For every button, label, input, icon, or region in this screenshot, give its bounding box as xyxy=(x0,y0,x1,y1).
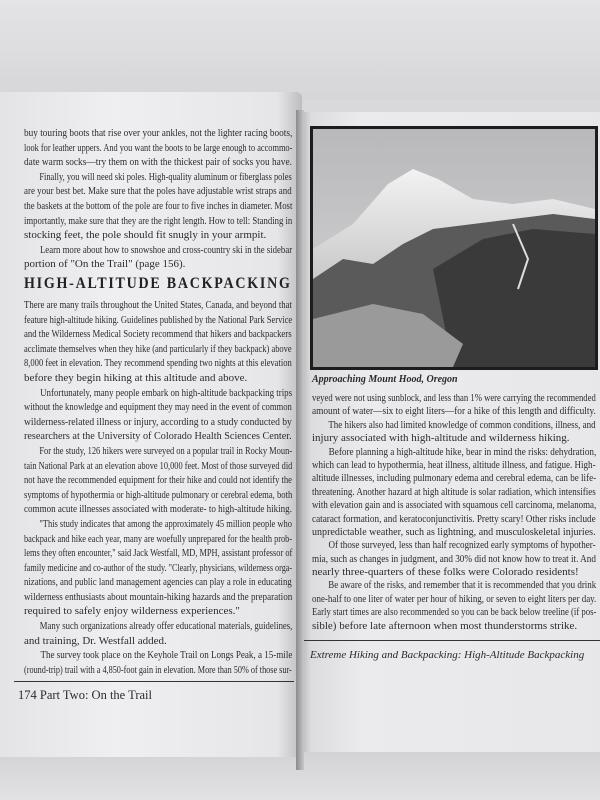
text-line: wilderness-related illness or injury, according to a study conducted by xyxy=(24,415,292,428)
text-line: 8,000 feet in elevation. They recommend spending two nights at this elevation xyxy=(24,357,292,370)
text-line: backpack and hike each year, many are woefully unprepared for the health prob- xyxy=(24,532,293,545)
text-line: researchers at the University of Colorado Health Sciences Center. xyxy=(24,430,292,443)
text-line: altitude illnesses, including pulmonary edema and cerebral edema, can be life- xyxy=(312,472,597,485)
text-line: threatening. Another hazard at high altitude is solar radiation, which intensifies xyxy=(312,485,596,498)
text-line: feature high-altitude hiking. Guidelines published by the National Park Service xyxy=(24,313,293,326)
photo-caption: Approaching Mount Hood, Oregon xyxy=(312,374,458,385)
text-line: The hikers also had limited knowledge of common conditions, illness, and xyxy=(328,418,596,431)
footer-rule-right xyxy=(304,640,600,641)
text-line: common acute illnesses associated with moderate- to high-altitude hiking. xyxy=(24,503,292,516)
text-line: with elevation gain and is associated with squamous cell carcinoma, melanoma, xyxy=(312,499,597,512)
right-body-text xyxy=(312,392,596,633)
text-line: The survey took place on the Keyhole Trail on Longs Peak, a 15-mile xyxy=(40,649,293,662)
text-line: portion of "On the Trail" (page 156). xyxy=(24,258,186,271)
text-line: Be aware of the risks, and remember that it is recommended that you drink xyxy=(328,579,597,592)
text-line: Early start times are also recommended so you can be back below treeline (if pos- xyxy=(312,606,597,619)
text-line: wilderness enthusiasts about mountain-hiking hazards and the preparation xyxy=(24,590,293,603)
text-line: nizations, and public land management agencies can play a role in educating xyxy=(24,576,292,589)
text-line: buy touring boots that rise over your ankles, not the lighter racing boots, xyxy=(24,127,293,139)
mount-hood-image xyxy=(313,129,595,367)
page-folio: 174 Part Two: On the Trail xyxy=(18,688,152,702)
text-line: nearly three-quarters of these folks were Colorado residents! xyxy=(312,566,579,579)
text-line: "This study indicates that among the approximately 45 million people who xyxy=(39,517,292,530)
text-line: without the knowledge and equipment they may need in the event of common xyxy=(24,401,292,414)
text-line: required to safely enjoy wilderness experiences." xyxy=(24,605,240,618)
text-line: stocking feet, the pole should fit snugly in your armpit. xyxy=(24,229,267,242)
mountain-photo xyxy=(310,126,598,370)
text-line: lems they often encounter," said Jack Westfall, MD, MPH, assistant professor of xyxy=(24,547,293,560)
text-line: importantly, make sure that they are the right length. How to tell: Standing in xyxy=(24,214,293,227)
text-line: mia, such as changes in judgment, and 30% did not know how to treat it. And xyxy=(312,552,596,565)
text-line: Before planning a high-altitude hike, bear in mind the risks: dehydration, xyxy=(328,445,597,458)
left-intro-text xyxy=(24,126,292,272)
text-line: acclimate themselves when they hike (and particularly if they backpack) above xyxy=(24,342,292,355)
text-line: Finally, you will need ski poles. High-quality aluminum or fiberglass poles xyxy=(39,170,292,183)
text-line: injury associated with high-altitude and wilderness hiking. xyxy=(312,432,570,445)
text-line: are your best bet. Make sure that the poles have adjustable wrist straps and xyxy=(24,185,292,198)
text-line: family medicine and co-author of the study. "Clearly, physicians, wilderness orga- xyxy=(24,561,293,574)
text-line: and training, Dr. Westfall added. xyxy=(24,634,167,647)
text-line: date warm socks—try them on with the thickest pair of socks you have. xyxy=(24,156,292,169)
text-line: Learn more about how to snowshoe and cross-country ski in the sidebar xyxy=(39,243,293,256)
text-line: not have the recommended equipment for their hike and could not identify the xyxy=(24,474,292,487)
text-line: symptoms of hypothermia or high-altitude pulmonary or cerebral edema, both xyxy=(24,488,293,501)
text-line: Of those surveyed, less than half recognized early symptoms of hypother- xyxy=(328,539,596,552)
running-footer: Extreme Hiking and Backpacking: High-Altitude Backpacking xyxy=(310,649,585,661)
section-heading: HIGH-ALTITUDE BACKPACKING xyxy=(24,275,292,292)
text-line: and the Wilderness Medical Society recommend that hikers and backpackers xyxy=(24,328,292,341)
left-body-text xyxy=(24,298,292,677)
text-line: Many such organizations already offer educational materials, guidelines, xyxy=(39,620,293,633)
text-line: sible) before late afternoon when most thunderstorms strike. xyxy=(312,619,578,632)
book-gutter xyxy=(296,110,304,770)
text-line: (round-trip) trail with a 4,850-foot gain in elevation. More than 50% of those sur- xyxy=(24,663,292,676)
text-line: which can lead to hypothermia, heat illness, altitude illness, and fatigue. High- xyxy=(312,458,596,471)
text-line: veyed were not using sunblock, and less than 1% were carrying the recommended xyxy=(312,392,596,404)
text-line: amount of water—six to eight liters—for a hike of this length and difficulty. xyxy=(312,405,596,418)
text-line: one-half to one liter of water per hour of hiking, or seven to eight liters per day. xyxy=(312,592,597,605)
text-line: before they begin hiking at this altitude and above. xyxy=(24,371,248,384)
footer-rule xyxy=(14,681,294,682)
text-line: Unfortunately, many people embark on high-altitude backpacking trips xyxy=(40,386,293,399)
text-line: For the study, 126 hikers were surveyed on a popular trail in Rocky Moun- xyxy=(39,444,293,457)
background-wall xyxy=(0,0,600,100)
text-line: unpredictable weather, such as lightning, and musculoskeletal injuries. xyxy=(312,525,596,538)
text-line: There are many trails throughout the United States, Canada, and beyond that xyxy=(24,299,292,311)
text-line: the baskets at the bottom of the pole are four to five inches in diameter. Most xyxy=(24,199,293,212)
text-line: tain National Park at an elevation above 10,000 feet. Most of those surveyed did xyxy=(24,459,293,472)
text-line: cataract formation, and keratoconjunctivitis. Pretty scary! Other risks include xyxy=(312,512,596,525)
text-line: look for leather uppers. And you want the boots to be large enough to accommo- xyxy=(24,141,293,154)
